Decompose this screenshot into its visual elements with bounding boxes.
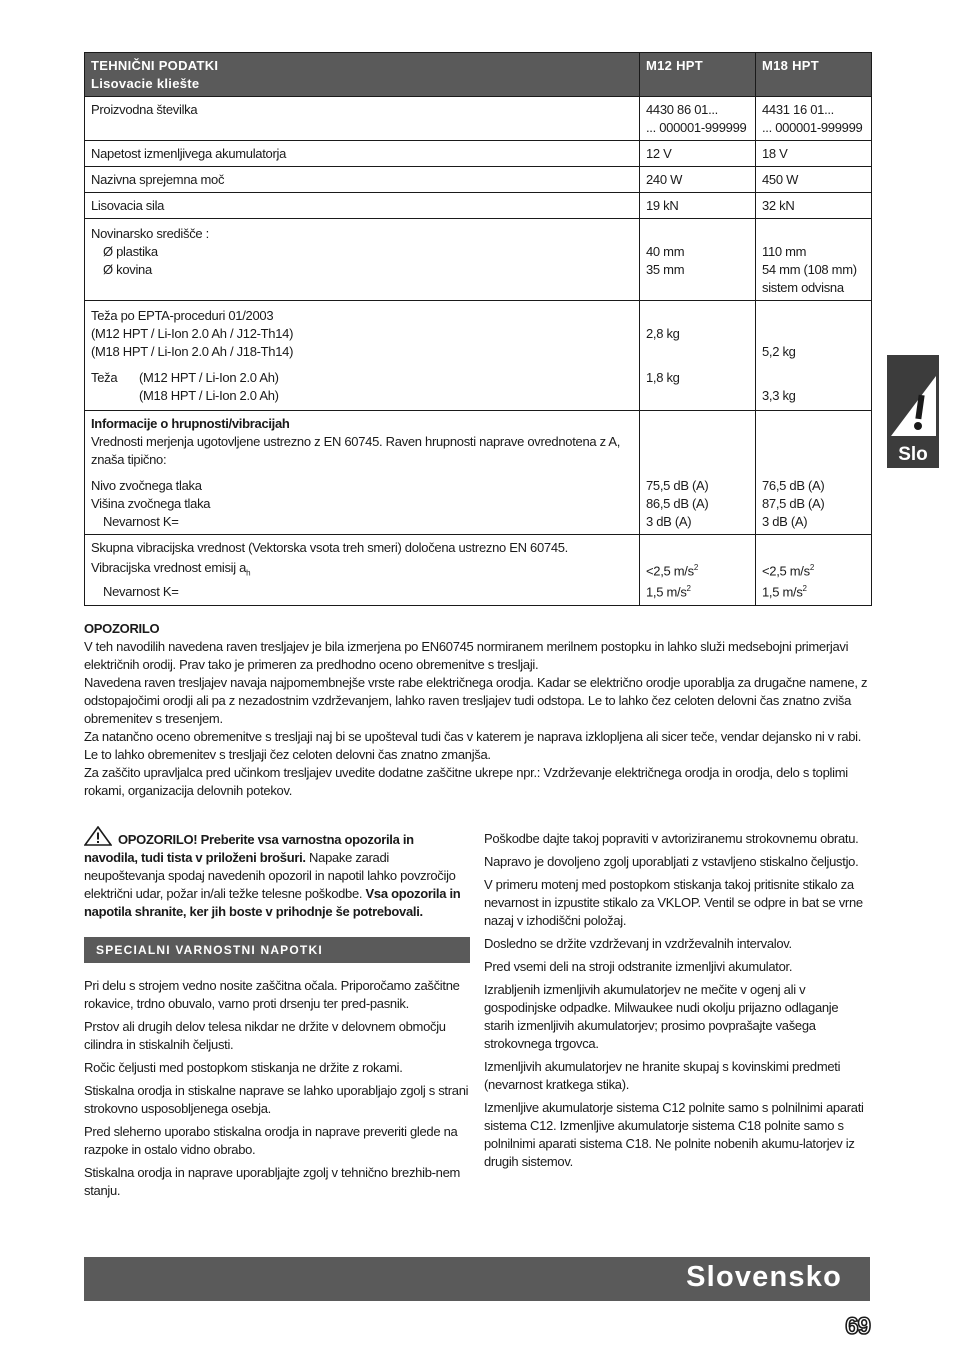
value-line: sistem odvisna [762,280,844,295]
row-value-m18: 450 W [756,167,872,193]
value-line: 2,8 kg [646,326,680,341]
value-line: ... 000001-999999 [762,120,863,135]
language-title: Slovensko [686,1261,842,1293]
left-column [84,826,470,1205]
header-line: TEHNIČNI PODATKI [91,58,219,73]
paragraph: Izmenljive akumulatorje sistema C12 polnite samo s polnilnimi aparati sistema C12. Izmenljive akumulatorje sistema C18 polnite samo s polnilnimi aparati sistema C18. Ne polnite nobenih akumu-latorjev iz drugih sistemov. [484,1100,864,1169]
row-value-m18 [756,535,872,606]
label-line: Nevarnost K= [103,583,179,599]
value-line: 35 mm [646,262,685,277]
label-line: (M18 HPT / Li-Ion 2.0 Ah / J18-Th14) [91,344,294,359]
paragraph: Pred vsemi deli na stroji odstranite izmenljivi akumulator. [484,959,793,974]
footer-band [84,1257,870,1301]
label-line: (M12 HPT / Li-Ion 2.0 Ah / J12-Th14) [91,326,294,341]
row-value-m12 [640,301,756,411]
row-value-m12 [640,97,756,141]
paragraph: Dosledno se držite vzdrževanj in vzdrževalnih intervalov. [484,936,792,951]
value-line: ... 000001-999999 [646,120,747,135]
row-label [85,219,640,301]
row-value-m18: 32 kN [756,193,872,219]
paragraph: Prstov ali drugih delov telesa nikdar ne držite v delovnem območju cilindra in stiskalnih čeljusti. [84,1019,446,1052]
row-label [85,301,640,411]
language-side-tab [887,355,939,468]
value-line [646,559,749,580]
row-label: Lisovacia sila [85,193,640,219]
paragraph: Poškodbe dajte takoj popraviti v avtoriziranemu strokovnemu obratu. [484,831,859,846]
table-header-m18: M18 HPT [756,53,872,97]
value-text: <2,5 m/s [762,563,810,579]
label-line: Nevarnost K= [103,514,179,529]
row-value-m18 [756,219,872,301]
value-sup: 2 [809,563,814,572]
value-line [762,559,865,580]
paragraph: Izmenljivih akumulatorjev ne hranite skupaj s kovinskimi predmeti (nevarnost kratkega stika). [484,1059,841,1092]
warning-paragraph: Za zaščito upravljalca pred učinkom tresljajev uvedite dodatne zaščitne ukrepe npr.: Vzdrževanje električnega orodja in orodja, delo s toplimi rokami, organizacija delovnih potekov. [84,765,848,798]
row-value-m12: 240 W [640,167,756,193]
safety-intro [84,826,470,921]
intro-text: Napake zaradi neupoštevanja spodaj navedenih opozoril in napotil lahko povzročijo električni udar, požar in/ali težke telesne poškodbe. [84,850,456,901]
label-line: Teža po EPTA-proceduri 01/2003 [91,308,274,323]
value-sup: 2 [686,584,691,594]
label-line [91,559,633,583]
warning-paragraph: V teh navodilih navedena raven tresljajev je bila izmerjena po EN60745 normiranem merilnem postopku in lahko služi medsebojni primerjavi električnih orodij. Prav tako je primeren za predhodno oceno obremenitve s tresljaji. [84,639,849,672]
value-line [762,580,865,601]
table-header-title [85,53,640,97]
table-row [85,97,872,141]
label-line: Višina zvočnega tlaka [91,496,211,511]
vib-subscript: h [246,568,251,578]
paragraph: Ročic čeljusti med postopkom stiskanja ne držite z rokami. [84,1060,403,1075]
row-value-m18 [756,301,872,411]
row-value-m18: 18 V [756,141,872,167]
value-text: <2,5 m/s [646,563,694,579]
table-row [85,141,872,167]
value-line: 3 dB (A) [762,514,808,529]
value-text: 1,5 m/s [762,584,803,600]
value-line: 75,5 dB (A) [646,478,709,493]
table-row [85,535,872,606]
row-label [85,411,640,535]
label-line [91,369,633,387]
section-heading: SPECIALNI VARNOSTNI NAPOTKI [84,937,470,963]
noise-desc: Vrednosti merjenja ugotovljene ustrezno z EN 60745. Raven hrupnosti naprave ovrednotena z A, znaša tipično: [91,434,621,467]
row-value-m12: 12 V [640,141,756,167]
table-header-m12: M12 HPT [640,53,756,97]
value-line: 3 dB (A) [646,514,692,529]
value-line: 87,5 dB (A) [762,496,825,511]
intro-bold: Vsa opozorila in napotila shranite, ker jih boste v prihodnje še potrebovali. [84,886,461,919]
table-row [85,193,872,219]
paragraph: Izrabljenih izmenljivih akumulatorjev ne mečite v ogenj ali v gospodinjske odpadke. Milwaukee nudi okolju prijazno odlaganje starih izmenljivih akumulatorjev; prosimo povprašajte vašega strokovnega trgovca. [484,982,839,1051]
value-text: 1,5 m/s [646,584,687,600]
value-line: 5,2 kg [762,344,796,359]
warning-icon [84,826,112,846]
row-label: Proizvodna številka [85,97,640,141]
value-line: 4430 86 01... [646,102,718,117]
label-line: Nivo zvočnega tlaka [91,478,202,493]
language-label: Slo [898,444,928,465]
paragraph: V primeru motenj med postopkom stiskanja takoj pritisnite stikalo za nevarnost in izpustite stikalo za VKLOP. Ventil se odpre in bat se vrne nazaj v izhodiščni položaj. [484,877,863,928]
row-label: Nazivna sprejemna moč [85,167,640,193]
label-line: Ø plastika [103,244,158,259]
paragraph: Stiskalna orodja in stiskalne naprave se lahko uporabljajo zgolj s strani strokovno usposobljenega osebja. [84,1083,469,1116]
paragraph: Pred sleherno uporabo stiskalna orodja in naprave preveriti glede na razpoke in ostalo vidno obrabo. [84,1124,458,1157]
table-row [85,411,872,535]
value-line: 3,3 kg [762,388,796,403]
noise-title: Informacije o hrupnosti/vibracijah [91,416,290,431]
intro-bold: OPOZORILO! Preberite vsa varnostna opozorila in navodila, tudi tista v priloženi brošuri. [84,832,414,865]
paragraph: Napravo je dovoljeno zgolj uporabljati z vstavljeno stiskalno čeljustjo. [484,854,859,869]
warning-title: OPOZORILO [84,621,160,636]
warning-paragraph: Za natančno oceno obremenitve s tresljaji naj bi se upošteval tudi čas v katerem je naprava izklopljena ali sicer teče, vendar dejansko ni v rabi. Le to lahko obremenitev s tresljaji čez celoten delovni čas znatno zmanjša. [84,729,862,762]
value-sup: 2 [693,563,698,572]
value-line: 54 mm (108 mm) [762,262,857,277]
label-line: Novinarsko središče : [91,226,209,241]
paragraph: Stiskalna orodja in naprave uporabljajte zgolj v tehnično brezhib-nem stanju. [84,1165,461,1198]
value-line: 76,5 dB (A) [762,478,825,493]
row-value-m12 [640,219,756,301]
table-header-row [85,53,872,97]
warning-paragraph: Navedena raven tresljajev navaja najpomembnejše vrste rabe električnega orodja. Kadar se električno orodje uporablja za drugačne namene, z odstopajočimi orodji ali pa z nezadostnim vzdrževanjem, lahko raven tresljajev tudi odstopa. Le to lahko čez celoten delovni čas znatno zviša obremenitev s tresenjem. [84,675,868,726]
row-value-m12 [640,535,756,606]
warning-triangle-icon [887,369,939,441]
label-line: Skupna vibracijska vrednost (Vektorska vsota treh smeri) določena ustrezno EN 60745. [91,540,568,555]
paragraph: Pri delu s strojem vedno nosite zaščitna očala. Priporočamo zaščitne rokavice, trdno obuvalo, varno proti drsenju ter pred-pasnik. [84,978,460,1011]
value-sup: 2 [802,584,807,594]
vib-label: Vibracijska vrednost emisij a [91,560,247,575]
weight-label: Teža [91,370,118,385]
right-column [484,830,870,1176]
value-line [646,580,749,601]
table-row [85,167,872,193]
label-line: (M18 HPT / Li-Ion 2.0 Ah) [139,388,279,403]
table-row [85,219,872,301]
value-line: 1,8 kg [646,370,680,385]
spec-table [84,52,872,606]
row-value-m18 [756,97,872,141]
row-label: Napetost izmenljivega akumulatorja [85,141,640,167]
row-value-m12 [640,411,756,535]
row-value-m18 [756,411,872,535]
label-line: Ø kovina [103,262,152,277]
header-subline: Lisovacie kliešte [91,76,200,91]
value-line: 4431 16 01... [762,102,834,117]
weight-sublabel: (M12 HPT / Li-Ion 2.0 Ah) [139,370,279,385]
row-value-m12: 19 kN [640,193,756,219]
value-line: 110 mm [762,244,807,259]
table-row [85,301,872,411]
row-label [85,535,640,606]
vibration-warning [84,620,870,800]
value-line: 40 mm [646,244,685,259]
value-line: 86,5 dB (A) [646,496,709,511]
page-number: 69 [845,1313,870,1340]
